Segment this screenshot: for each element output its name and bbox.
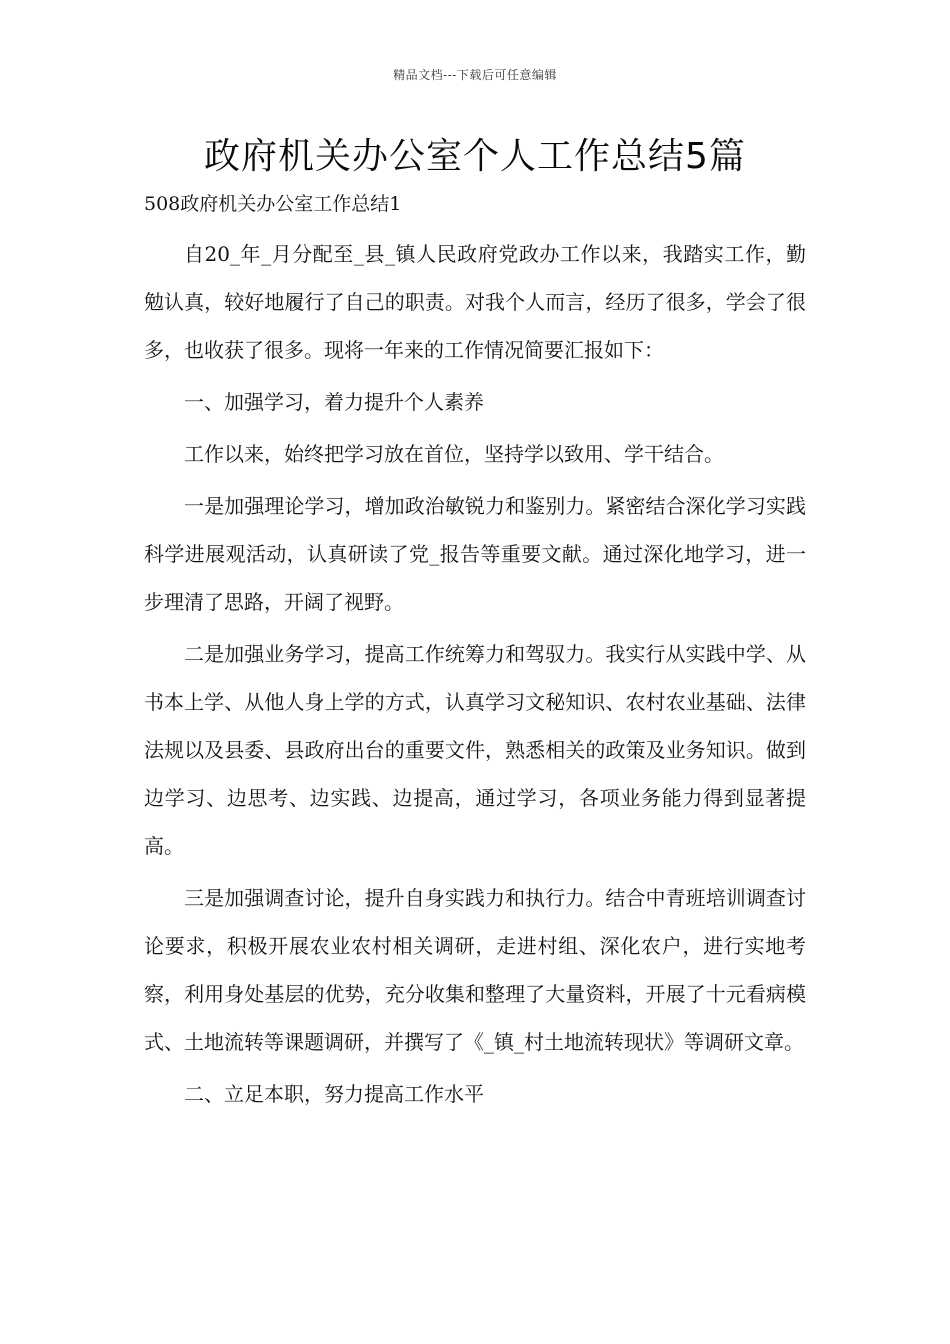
section-heading-1: 一、加强学习，着力提升个人素养 bbox=[184, 390, 484, 414]
paragraph-theory-study: 一是加强理论学习，增加政治敏锐力和鉴别力。紧密结合深化学习实践科学进展观活动，认真研读了党_报告等重要文献。通过深化地学习，进一步理清了思路，开阔了视野。 bbox=[144, 494, 806, 614]
paragraph-business-study: 二是加强业务学习，提高工作统筹力和驾驭力。我实行从实践中学、从书本上学、从他人身上学的方式，认真学习文秘知识、农村农业基础、法律法规以及县委、县政府出台的重要文件，熟悉相关的政策及业务知识。做到边学习、边思考、边实践、边提高，通过学习，各项业务能力得到显著提高。 bbox=[144, 642, 806, 858]
paragraph-study-overview: 工作以来，始终把学习放在首位，坚持学以致用、学干结合。 bbox=[184, 442, 724, 466]
header-note: 精品文档---下载后可任意编辑 bbox=[393, 68, 557, 82]
paragraph-research: 三是加强调查讨论，提升自身实践力和执行力。结合中青班培训调查讨论要求，积极开展农业农村相关调研，走进村组、深化农户，进行实地考察，利用身处基层的优势，充分收集和整理了大量资料，开展了十元看病模式、土地流转等课题调研，并撰写了《_镇_村土地流转现状》等调研文章。 bbox=[144, 886, 806, 1054]
section-heading-2: 二、立足本职，努力提高工作水平 bbox=[184, 1082, 484, 1106]
document-body bbox=[144, 230, 806, 1118]
document-title: 政府机关办公室个人工作总结5篇 bbox=[204, 136, 746, 177]
paragraph-intro: 自20_年_月分配至_县_镇人民政府党政办工作以来，我踏实工作，勤勉认真，较好地履行了自己的职责。对我个人而言，经历了很多，学会了很多，也收获了很多。现将一年来的工作情况简要汇报如下： bbox=[144, 242, 806, 362]
document-subtitle: 508政府机关办公室工作总结1 bbox=[144, 193, 402, 215]
